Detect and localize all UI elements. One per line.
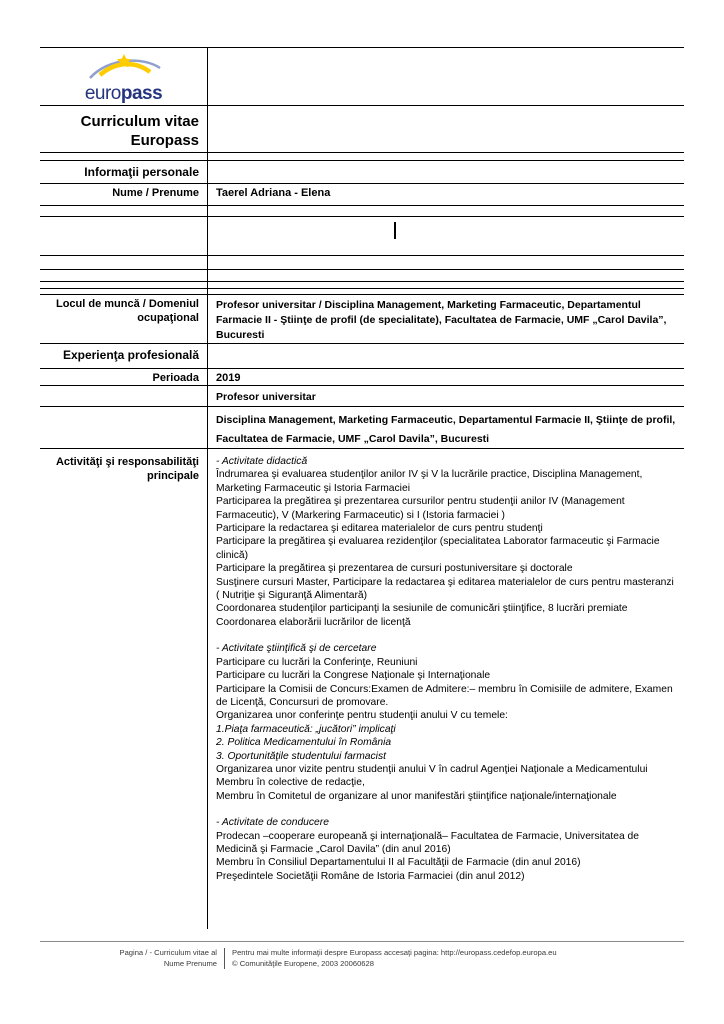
activity-line: Îndrumarea şi evaluarea studenţilor anilor IV şi V la lucrările practice, Disciplina Management, Marketing Farmaceutic şi Istoria Farmaciei (216, 469, 643, 494)
page-footer (40, 948, 684, 969)
name-value: Taerel Adriana - Elena (207, 184, 684, 205)
activity-line (216, 629, 678, 642)
position-title: Profesor universitar (207, 386, 684, 406)
logo-text-euro: euro (84, 82, 121, 104)
activity-line: Participare cu lucrări la Congrese Naţionale şi Internaţionale (216, 670, 491, 682)
title-line-2: Europass (130, 132, 199, 149)
activity-line: Membru în colective de redacţie, (216, 777, 365, 789)
footer-name-label: Nume Prenume (163, 958, 217, 968)
footer-copyright: © Comunităţile Europene, 2003 20060628 (232, 958, 374, 968)
logo-cell (40, 48, 207, 105)
activity-line: Participare la pregătirea şi evaluarea rezidenţilor (specialitatea Laborator farmaceutic şi Farmacie clinică) (216, 536, 660, 561)
activity-line: Preşedintele Societăţii Române de Istoria Farmaciei (din anul 2012) (216, 870, 525, 882)
activity-line: Membru în Comitetul de organizare al unor manifestări ştiinţifice naţionale/internaţionale (216, 790, 617, 802)
empty-row (40, 256, 684, 270)
footer-page-label: Pagina / - Curriculum vitae al (119, 948, 217, 957)
spacer-row (40, 153, 684, 161)
activities-row (40, 449, 684, 929)
europass-figure-icon (76, 52, 172, 84)
name-label: Nume / Prenume (112, 187, 199, 199)
activities-label: Activităţi şi responsabilităţi principale (55, 456, 199, 482)
activity-line: 1.Piaţa farmaceutică: „jucători” implicaţi (216, 723, 396, 735)
workplace-row (40, 295, 684, 344)
experience-section-row (40, 344, 684, 369)
text-cursor (394, 222, 396, 239)
name-row (40, 184, 684, 206)
activity-line: Participarea la pregătirea şi prezentarea cursurilor pentru studenţii anilor IV (Management Farmaceutic), V (Markering Farmaceutic) si I (Istoria farmaciei ) (216, 496, 625, 521)
section-experience: Experienţa profesională (62, 348, 199, 362)
activities-content (207, 449, 684, 929)
period-value: 2019 (207, 369, 684, 385)
footer-right (224, 948, 684, 969)
logo-row-right-cell (207, 48, 684, 105)
empty-row (40, 282, 684, 289)
activity-line: 3. Oportunităţile studentului farmacist (216, 750, 386, 762)
document-title (40, 106, 207, 152)
title-line-1: Curriculum vitae (80, 113, 199, 130)
activity-line: Membru în Consiliul Departamentului II al Facultăţii de Farmacie (din anul 2016) (216, 857, 581, 869)
activity-line: Coordonarea studenţilor participanţi la sesiunile de comunicări ştiinţifice, 8 lucrări premiate (216, 603, 628, 615)
position-detail-1: Disciplina Management, Marketing Farmaceutic, Departamentul Farmacie II, Ştiinţe de profil, (216, 414, 676, 426)
position-detail-row (40, 407, 684, 449)
activity-line: 2. Politica Medicamentului în România (216, 737, 392, 749)
activity-line: Participare la pregătirea şi prezentarea de cursuri postuniversitare şi doctorale (216, 563, 573, 575)
footer-info-link: Pentru mai multe informaţii despre Europass accesaţi pagina: http://europass.cedefop.europa.eu (232, 948, 557, 957)
personal-info-row (40, 161, 684, 184)
footer-divider (40, 941, 684, 942)
activity-line: Prodecan –cooperare europeană şi internaţională– Facultatea de Farmacie, Universitatea de Medicină şi Farmacie „Carol Davila” (din anul 2016) (216, 830, 640, 855)
period-row (40, 369, 684, 386)
activity-line (216, 803, 678, 816)
empty-row (40, 206, 684, 217)
activity-line: Organizarea unor vizite pentru studenţii anului V în cadrul Agenţiei Naţionale a Medicamentului (216, 763, 648, 775)
activity-line: Coordonarea elaborării lucrărilor de licenţă (216, 616, 411, 628)
activity-line: - Activitate de conducere (216, 817, 329, 829)
activity-line: Organizarea unor conferinţe pentru studenţii anului V cu temele: (216, 710, 508, 722)
title-row (40, 106, 684, 153)
activity-line: - Activitate didactică (216, 456, 308, 467)
period-label: Perioada (152, 372, 199, 384)
position-detail-2: Facultatea de Farmacie, UMF „Carol Davila”, Bucuresti (216, 433, 490, 445)
europass-logo (76, 52, 172, 102)
activity-line: Participare cu lucrări la Conferinţe, Reuniuni (216, 656, 418, 668)
logo-row (40, 48, 684, 106)
empty-row (40, 217, 684, 256)
europass-wordmark (76, 82, 172, 104)
activity-line: Susţinere cursuri Master, Participare la redactarea şi editarea materialelor de curs pentru masteranzi ( Nutriţie şi Siguranţă Alimentară) (216, 576, 674, 602)
position-title-row (40, 386, 684, 407)
footer-left (40, 948, 224, 969)
workplace-label: Locul de muncă / Domeniul ocupaţional (55, 298, 199, 324)
empty-row (40, 270, 684, 282)
cv-table (40, 47, 684, 929)
workplace-value: Profesor universitar / Disciplina Management, Marketing Farmaceutic, Departamentul Farmacie II - Ştiinţe de profil (de specialitate), Facultatea de Farmacie, UMF „Carol Davila”, Bucuresti (207, 295, 684, 343)
activity-line: Participare la redactarea şi editarea materialelor de curs pentru studenţi (216, 523, 543, 535)
section-personal-info: Informaţii personale (84, 165, 199, 179)
logo-text-pass: pass (120, 82, 163, 104)
activity-line: Participare la Comisii de Concurs:Examen de Admitere:– membru în Comisiile de admitere, Examen de Licenţă, Concursuri de promovare. (216, 683, 673, 708)
activity-line: - Activitate ştiinţifică şi de cercetare (216, 643, 377, 655)
